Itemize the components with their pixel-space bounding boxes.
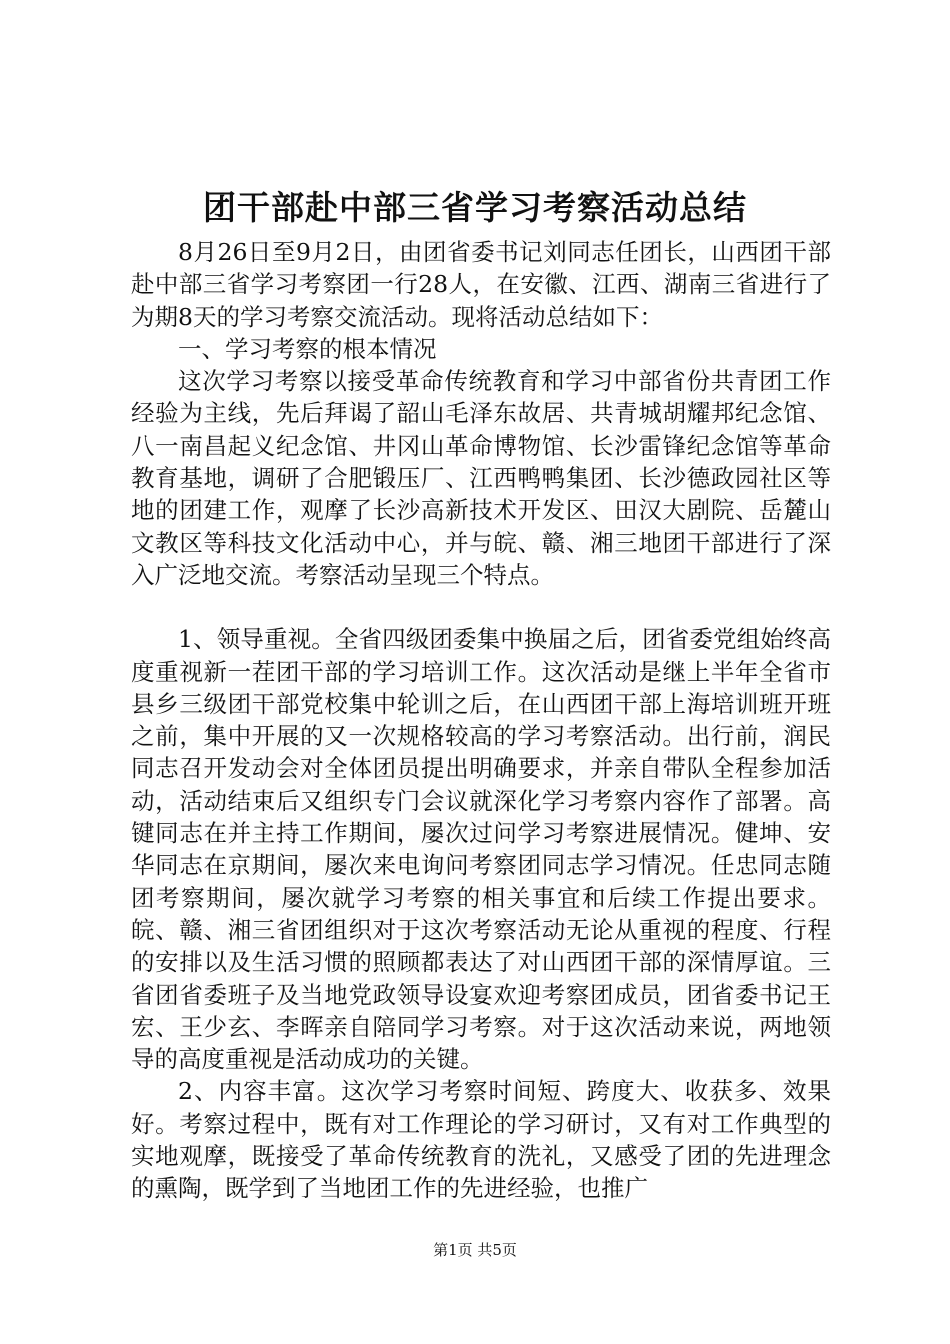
section-heading-basic-situation: 一、学习考察的根本情况: [178, 334, 437, 363]
document-title: 团干部赴中部三省学习考察活动总结: [203, 188, 747, 227]
paragraph-content-rich: 2、内容丰富。这次学习考察时间短、跨度大、收获多、效果好。考察过程中，既有对工作理论的学习研讨，又有对工作典型的实地观摩，既接受了革命传统教育的洗礼，又感受了团的先进理念的熏陶，既学到了当地团工作的先进经验，也推广: [131, 1077, 831, 1203]
paragraph-leadership: 1、领导重视。全省四级团委集中换届之后，团省委党组始终高度重视新一茬团干部的学习培训工作。这次活动是继上半年全省市县乡三级团干部党校集中轮训之后，在山西团干部上海培训班开班之前，集中开展的又一次规格较高的学习考察活动。出行前，润民同志召开发动会对全体团员提出明确要求，并亲自带队全程参加活动，活动结束后又组织专门会议就深化学习考察内容作了部署。高键同志在并主持工作期间，屡次过问学习考察进展情况。健坤、安华同志在京期间，屡次来电询问考察团同志学习情况。任忠同志随团考察期间，屡次就学习考察的相关事宜和后续工作提出要求。皖、赣、湘三省团组织对于这次考察活动无论从重视的程度、行程的安排以及生活习惯的照顾都表达了对山西团干部的深情厚谊。三省团省委班子及当地党政领导设宴欢迎考察团成员，团省委书记王宏、王少玄、李晖亲自陪同学习考察。对于这次活动来说，两地领导的高度重视是活动成功的关键。: [131, 625, 831, 1074]
paragraph-overview: 这次学习考察以接受革命传统教育和学习中部省份共青团工作经验为主线，先后拜谒了韶山毛泽东故居、共青城胡耀邦纪念馆、八一南昌起义纪念馆、井冈山革命博物馆、长沙雷锋纪念馆等革命教育基地，调研了合肥锻压厂、江西鸭鸭集团、长沙德政园社区等地的团建工作，观摩了长沙高新技术开发区、田汉大剧院、岳麓山文教区等科技文化活动中心，并与皖、赣、湘三地团干部进行了深入广泛地交流。考察活动呈现三个特点。: [131, 367, 831, 589]
page-footer: 第1页 共5页: [433, 1241, 517, 1259]
document-body: [131, 236, 831, 1205]
paragraph-intro: 8月26日至9月2日，由团省委书记刘同志任团长，山西团干部赴中部三省学习考察团一行28人，在安徽、江西、湖南三省进行了为期8天的学习考察交流活动。现将活动总结如下：: [131, 238, 831, 331]
